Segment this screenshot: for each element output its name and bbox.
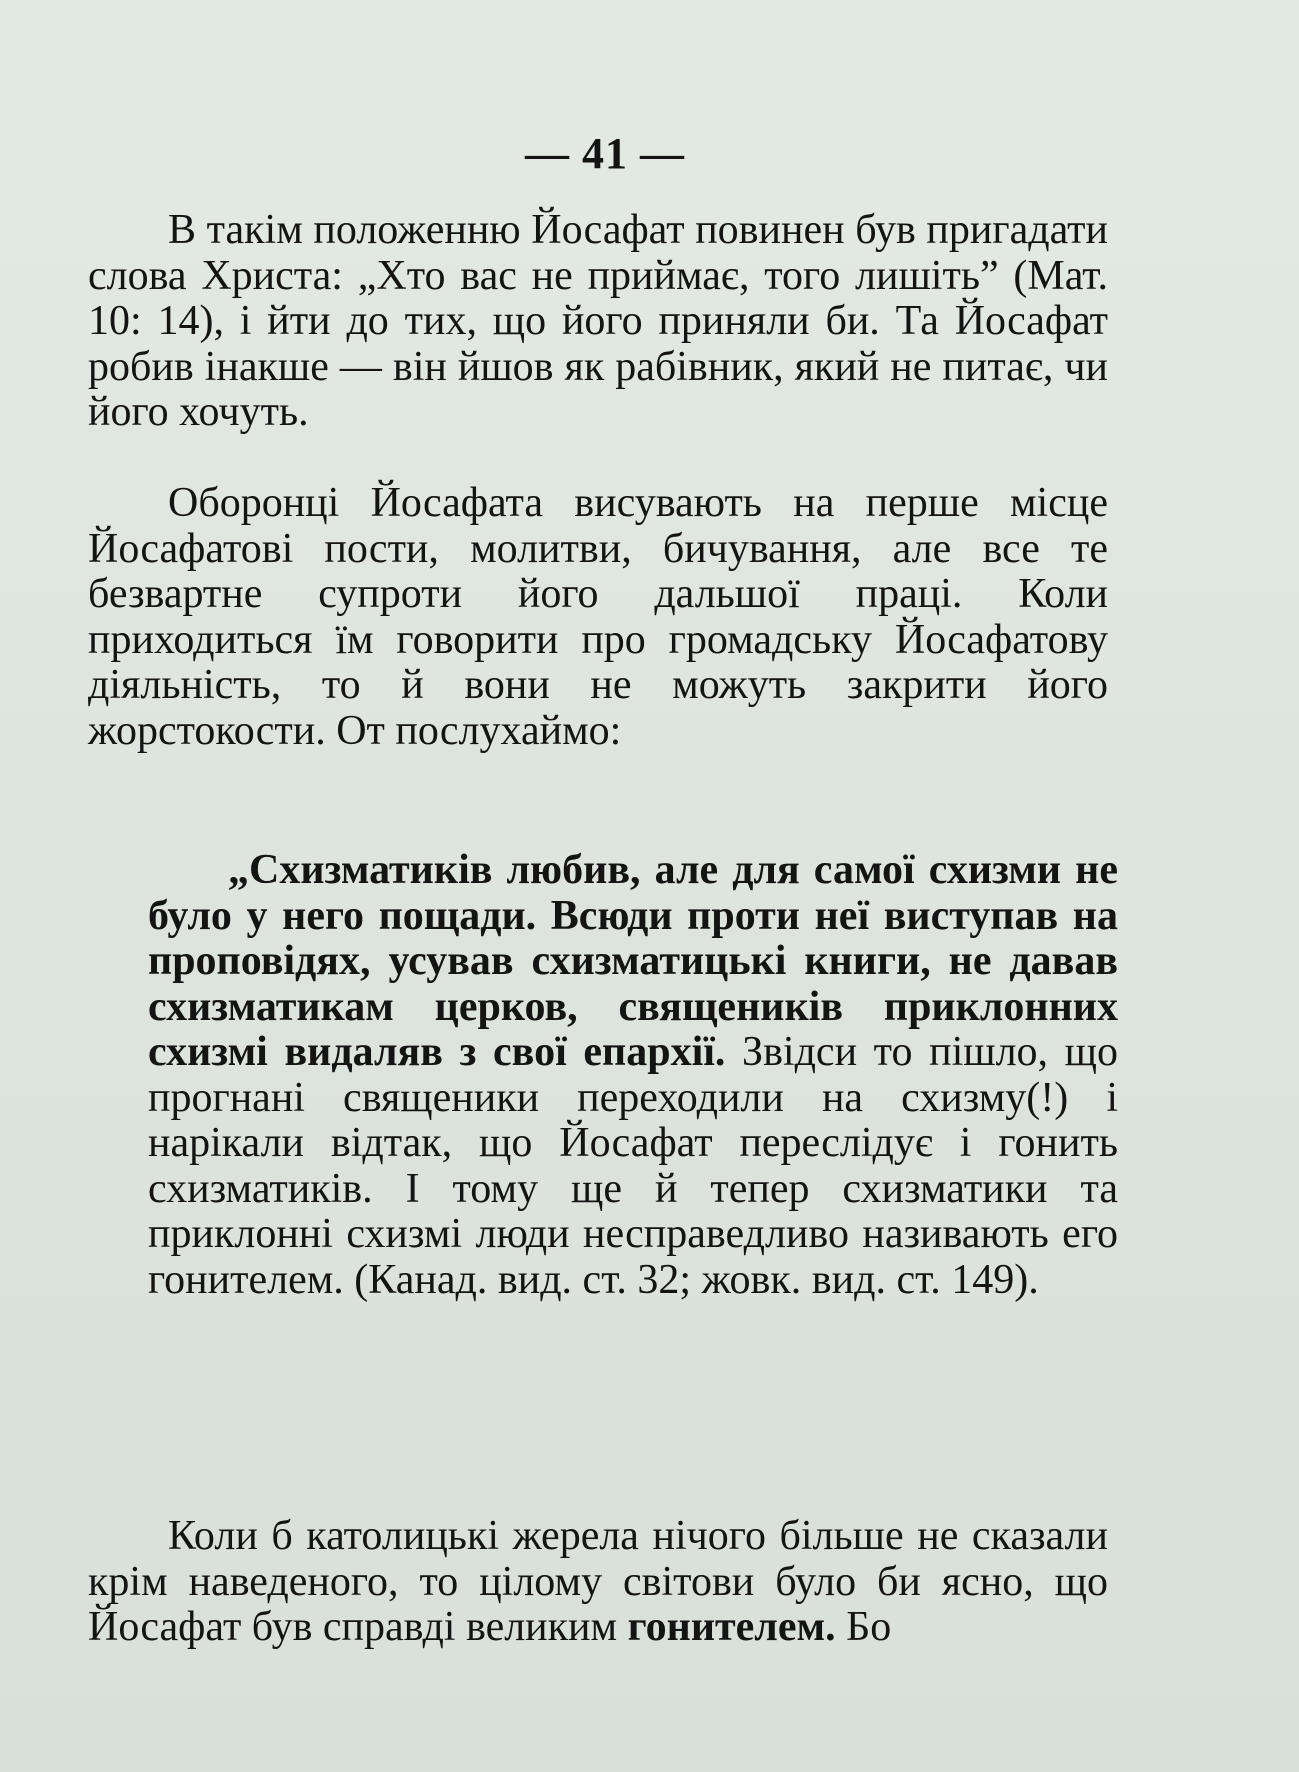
quotation-regular-text: Звідси то пішло, що прогнані священики переходили на схизму(!) і нарікали відтак, що Йосафат переслідує і гонить схизматиків. І тому ще й тепер схизматики та приклонні схизмі люди несправедливо називають его гонителем. (Канад. вид. ст. 32; жовк. вид. ст. 149). — [148, 1029, 1118, 1303]
paragraph-3-end: Бо — [835, 1604, 892, 1650]
paragraph-3-start: Коли б католицькі жерела нічого більше не сказали крім наведеного, то цілому світови було би ясно, що Йосафат був справді великим — [88, 1513, 1108, 1650]
paragraph-1 — [88, 208, 1108, 436]
quotation-bold-text: „Схизматиків любив, але для самої схизми не було у него пощади. Всюди проти неї виступав на проповідях, усував схизматицькі книги, не давав схизматикам церков, священиків приклонних схизмі видаляв з свої епархії. — [148, 847, 1118, 1075]
paragraph-3-text — [88, 1514, 1108, 1651]
quotation-text — [148, 848, 1118, 1303]
page-number: — 41 — — [525, 129, 685, 178]
quotation-block — [148, 848, 1118, 1303]
paragraph-1-text: В такім положенню Йосафат повинен був пригадати слова Христа: „Хто вас не приймає, того лишіть” (Мат. 10: 14), і йти до тих, що його приняли би. Та Йосафат робив інакше — він йшов як рабівник, який не питає, чи його хочуть. — [88, 207, 1108, 435]
paragraph-2 — [88, 481, 1108, 754]
paragraph-3 — [88, 1514, 1108, 1651]
paragraph-3-bold-word: гонителем. — [627, 1604, 836, 1650]
paragraph-2-text: Оборонці Йосафата висувають на перше місце Йосафатові пости, молитви, бичування, але все те безвартне супроти його дальшої праці. Коли приходиться їм говорити про громадську Йосафатову діяльність, то й вони не можуть закрити його жорстокости. От послухаймо: — [88, 480, 1108, 754]
